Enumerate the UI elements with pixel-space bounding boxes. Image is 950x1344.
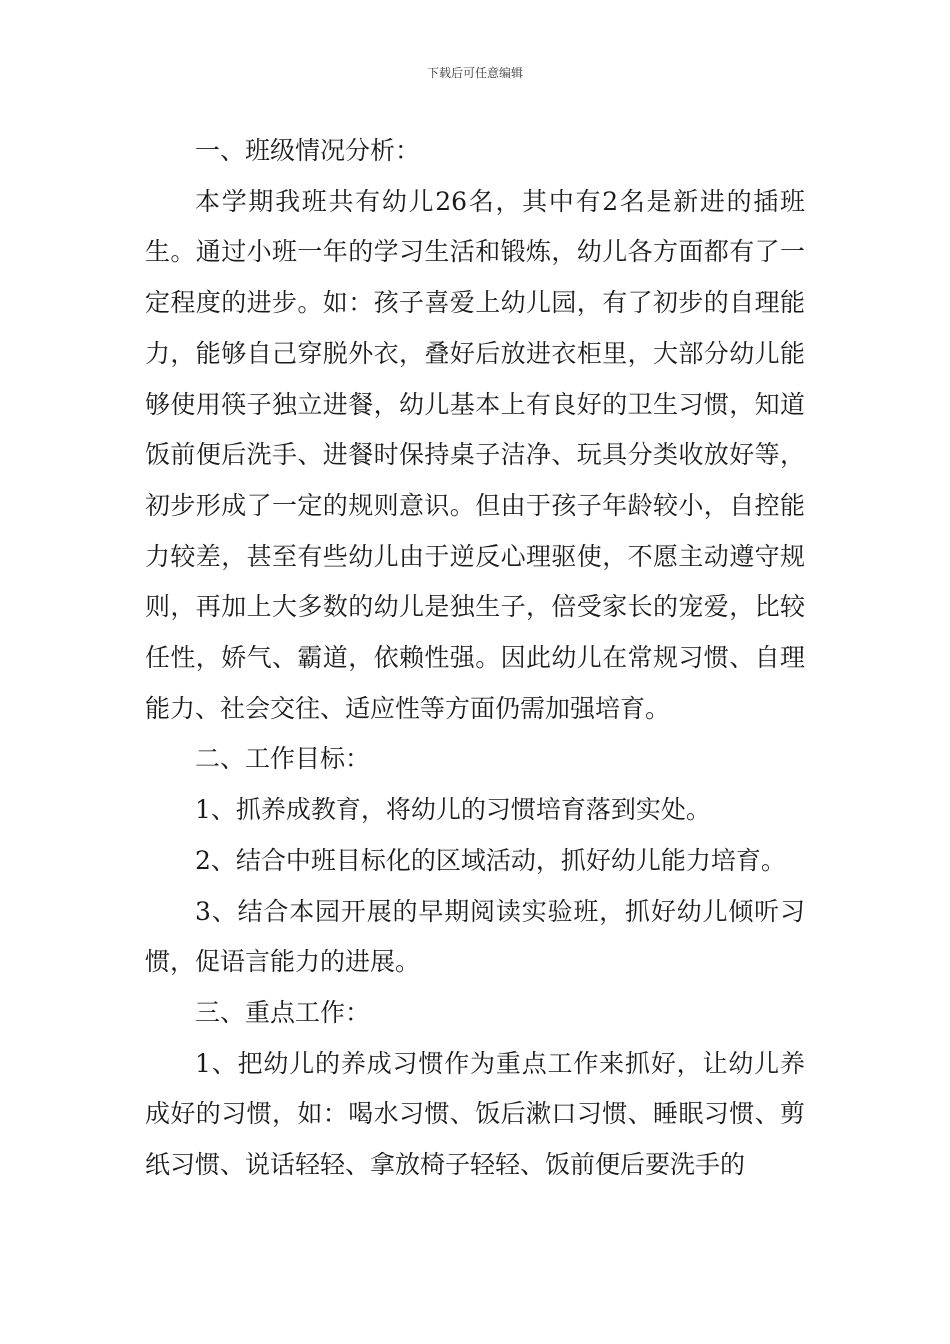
header-note: 下载后可任意编辑: [426, 66, 523, 80]
section-heading-key-work: 三、重点工作：: [195, 997, 371, 1027]
section-heading-class-analysis: 一、班级情况分析：: [195, 136, 421, 165]
goal-item-1: 1、抓养成教育，将幼儿的习惯培育落到实处。: [195, 795, 711, 825]
goal-item-3: 3、结合本园开展的早期阅读实验班，抓好幼儿倾听习惯，促语言能力的进展。: [145, 896, 805, 977]
key-work-item-1: 1、把幼儿的养成习惯作为重点工作来抓好，让幼儿养成好的习惯，如：喝水习惯、饭后漱口习惯、睡眠习惯、剪纸习惯、说话轻轻、拿放椅子轻轻、饭前便后要洗手的: [145, 1048, 805, 1180]
section-heading-work-goals: 二、工作目标：: [195, 744, 371, 774]
goal-item-2: 2、结合中班目标化的区域活动，抓好幼儿能力培育。: [195, 845, 786, 875]
paragraph-class-analysis: 本学期我班共有幼儿26名，其中有2名是新进的插班生。通过小班一年的学习生活和锻炼，幼儿各方面都有了一定程度的进步。如：孩子喜爱上幼儿园，有了初步的自理能力，能够自己穿脱外衣，叠好后放进衣柜里，大部分幼儿能够使用筷子独立进餐，幼儿基本上有良好的卫生习惯，知道饭前便后洗手、进餐时保持桌子洁净、玩具分类收放好等，初步形成了一定的规则意识。但由于孩子年龄较小，自控能力较差，甚至有些幼儿由于逆反心理驱使，不愿主动遵守规则，再加上大多数的幼儿是独生子，倍受家长的宠爱，比较任性，娇气、霸道，依赖性强。因此幼儿在常规习惯、自理能力、社会交往、适应性等方面仍需加强培育。: [145, 186, 805, 723]
document-body: [145, 126, 805, 1191]
